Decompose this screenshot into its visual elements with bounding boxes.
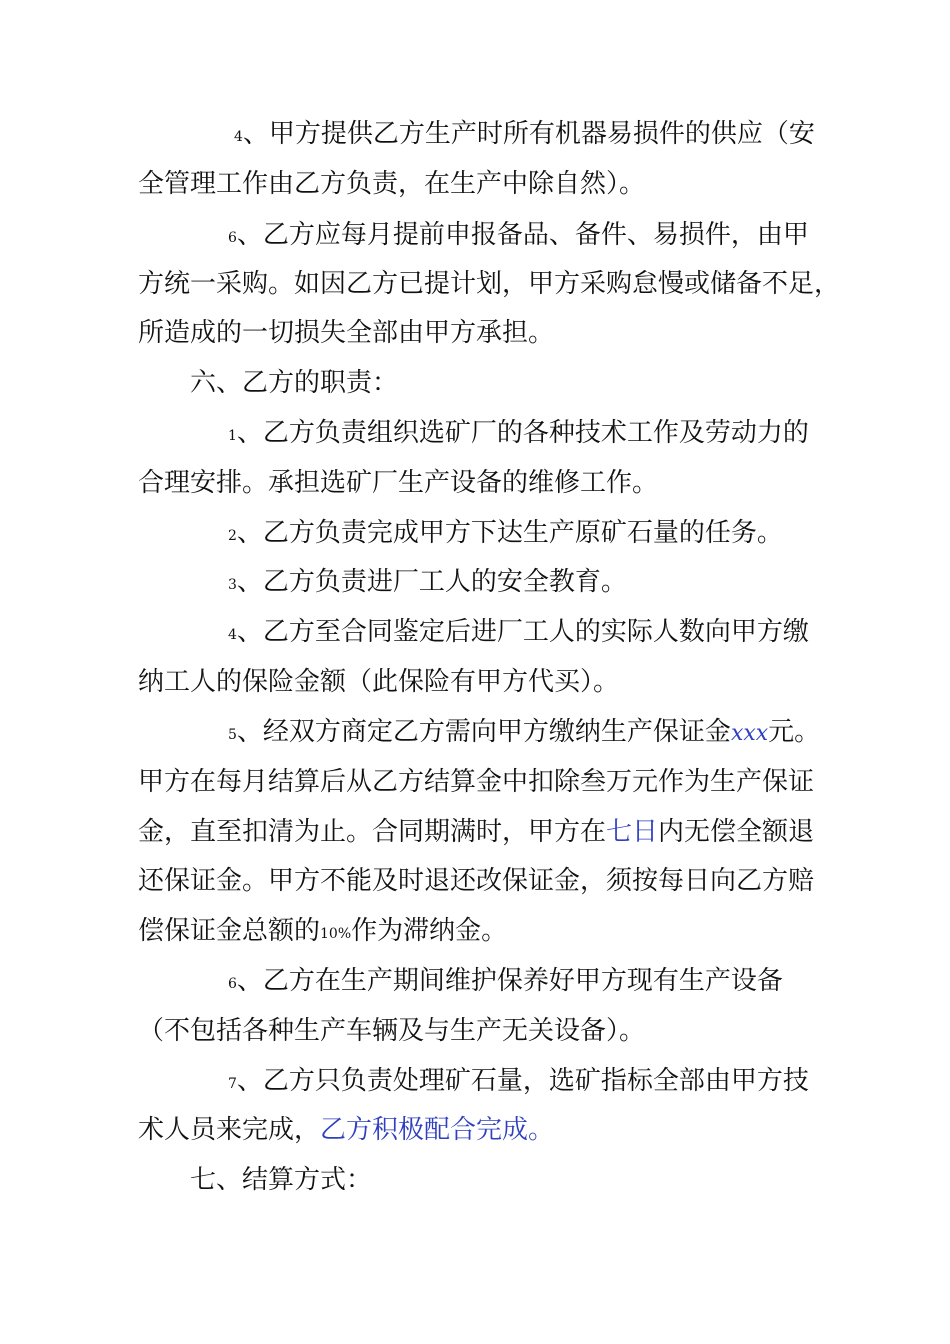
line-text: 方统一采购。如因乙方已提计划，甲方采购怠慢或储备不足， <box>138 269 841 299</box>
paragraph-line <box>228 1065 809 1100</box>
paragraph-line <box>138 766 814 798</box>
line-text: 合理安排。承担选矿厂生产设备的维修工作。 <box>138 468 659 498</box>
deposit-amount-placeholder: xxx <box>730 721 769 746</box>
paragraph-line <box>228 965 783 1000</box>
line-text: 所造成的一切损失全部由甲方承担。 <box>138 318 555 348</box>
line-text: 、乙方负责进厂工人的安全教育。 <box>236 567 627 597</box>
item-number: 1 <box>228 428 237 444</box>
line-text: 、乙方应每月提前申报备品、备件、易损件，由甲 <box>236 220 809 250</box>
line-text: 还保证金。甲方不能及时退还改保证金，须按每日向乙方赔 <box>138 866 815 896</box>
item-number: 3 <box>228 577 237 593</box>
line-text: 、经双方商定乙方需向甲方缴纳生产保证金 <box>236 717 731 747</box>
item-number: 4 <box>234 129 243 145</box>
item-number: 7 <box>228 1076 237 1092</box>
paragraph-line <box>138 1114 554 1146</box>
paragraph-line <box>228 417 809 452</box>
line-text: 、乙方负责完成甲方下达生产原矿石量的任务。 <box>236 518 783 548</box>
paragraph-line <box>234 118 815 153</box>
line-text: 全管理工作由乙方负责，在生产中除自然）。 <box>138 169 646 199</box>
line-text: 金，直至扣清为止。合同期满时，甲方在 <box>138 817 607 847</box>
line-text: 偿保证金总额的 <box>138 916 321 946</box>
line-text: 内无偿全额退 <box>658 817 815 847</box>
paragraph-line <box>228 517 783 552</box>
paragraph-line <box>138 317 554 349</box>
line-text: 纳工人的保险金额（此保险有甲方代买）。 <box>138 667 620 697</box>
section-heading <box>190 367 398 399</box>
line-text: 甲方在每月结算后从乙方结算金中扣除叁万元作为生产保证 <box>138 767 815 797</box>
paragraph-line <box>138 268 840 300</box>
item-number: 4 <box>228 627 237 643</box>
paragraph-line <box>138 816 814 848</box>
refund-period: 七日 <box>606 817 659 847</box>
heading-text: 七、结算方式： <box>190 1165 373 1195</box>
paragraph-line <box>228 219 809 254</box>
paragraph-line <box>228 566 627 601</box>
line-text: （不包括各种生产车辆及与生产无关设备）。 <box>138 1016 646 1046</box>
cooperation-note: 乙方积极配合完成。 <box>320 1115 555 1145</box>
paragraph-line <box>228 616 809 651</box>
item-number: 6 <box>228 976 237 992</box>
line-text: 、乙方至合同鉴定后进厂工人的实际人数向甲方缴 <box>236 617 809 647</box>
line-text: 术人员来完成， <box>138 1115 321 1145</box>
line-text: 、乙方只负责处理矿石量，选矿指标全部由甲方技 <box>236 1066 809 1096</box>
line-text: 作为滞纳金。 <box>351 916 508 946</box>
item-number: 2 <box>228 528 237 544</box>
section-heading <box>190 1164 372 1196</box>
item-number: 5 <box>228 727 237 743</box>
paragraph-line <box>138 467 658 499</box>
heading-text: 六、乙方的职责： <box>190 368 399 398</box>
item-number: 6 <box>228 230 237 246</box>
penalty-rate: 10% <box>320 926 352 942</box>
paragraph-line <box>138 666 619 698</box>
line-text: 元。 <box>768 717 821 747</box>
paragraph-line <box>138 865 814 897</box>
line-text: 、甲方提供乙方生产时所有机器易损件的供应（安 <box>242 119 815 149</box>
paragraph-line <box>138 915 507 950</box>
line-text: 、乙方在生产期间维护保养好甲方现有生产设备 <box>236 966 783 996</box>
paragraph-line <box>228 716 820 751</box>
paragraph-line <box>138 1015 645 1047</box>
paragraph-line <box>138 168 645 200</box>
line-text: 、乙方负责组织选矿厂的各种技术工作及劳动力的 <box>236 418 809 448</box>
